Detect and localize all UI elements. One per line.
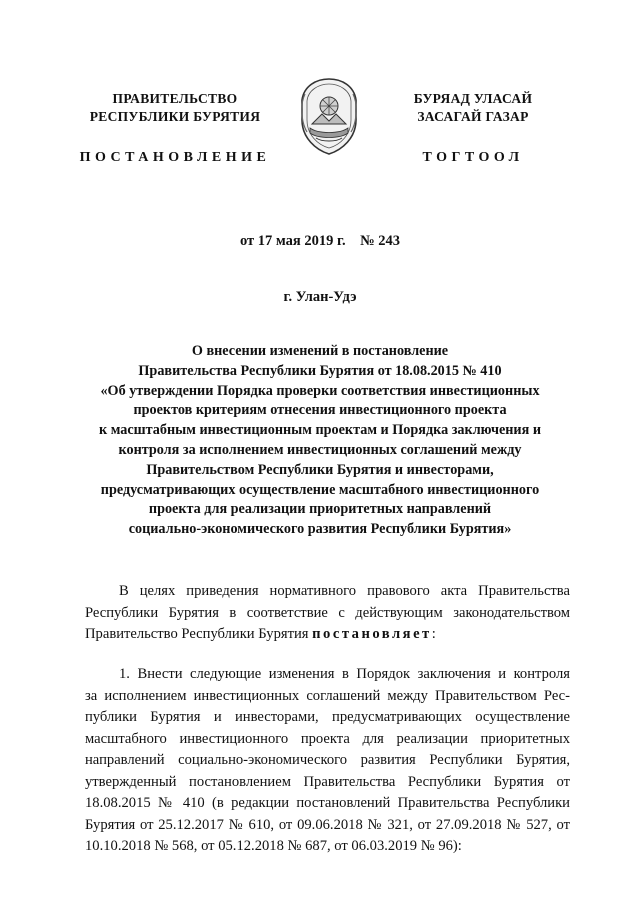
paragraph-line: утвержденный постановлением Правительства Республики Бурятия от bbox=[85, 773, 570, 790]
preamble-paragraph bbox=[85, 581, 570, 646]
paragraph-line: масштабного инвестиционного проекта для реализации приоритетных bbox=[85, 730, 570, 747]
paragraph-line: 1. Внести следующие изменения в Порядок заключения и контроля bbox=[119, 666, 570, 682]
gov-name-ru-line2: РЕСПУБЛИКИ БУРЯТИЯ bbox=[89, 109, 261, 124]
paragraph-line bbox=[85, 624, 570, 646]
header-left bbox=[75, 90, 275, 167]
paragraph-line: направлений социально-экономического развития Республики Бурятия, bbox=[85, 752, 570, 768]
colon: : bbox=[431, 626, 436, 642]
gov-name-bur-line1: БУРЯАД УЛАСАЙ bbox=[413, 91, 533, 106]
title-line: проектов критериям отнесения инвестиционного проекта bbox=[133, 402, 507, 419]
paragraph-line: Республики Бурятия в соответствие с действующим законодательством bbox=[85, 604, 570, 621]
date-number-text: от 17 мая 2019 г. № 243 bbox=[239, 233, 401, 249]
gov-name-ru-line1: ПРАВИТЕЛЬСТВО bbox=[112, 91, 238, 106]
title-line: социально-экономического развития Республики Бурятия» bbox=[128, 521, 512, 538]
title-line: проекта для реализации приоритетных направлений bbox=[148, 501, 492, 518]
paragraph-line: Бурятия от 25.12.2017 № 610, от 09.06.2018 № 321, от 27.09.2018 № 527, от bbox=[85, 816, 570, 833]
city-text: г. Улан-Удэ bbox=[283, 289, 357, 305]
paragraph-line: 10.10.2018 № 568, от 05.12.2018 № 687, от 06.03.2019 № 96): bbox=[85, 838, 462, 854]
header-right bbox=[388, 90, 558, 167]
city bbox=[0, 289, 640, 306]
title-line: Правительства Республики Бурятия от 18.08.2015 № 410 bbox=[138, 362, 502, 379]
preamble-text: Правительство Республики Бурятия bbox=[85, 626, 313, 642]
doc-type-ru: ПОСТАНОВЛЕНИЕ bbox=[79, 150, 271, 165]
doc-type-bur: ТОГТООЛ bbox=[422, 150, 524, 165]
clause-1-paragraph bbox=[85, 664, 570, 858]
gov-name-bur-line2: ЗАСАГАЙ ГАЗАР bbox=[417, 109, 529, 124]
document-title bbox=[60, 342, 580, 540]
paragraph-line: за исполнением инвестиционных соглашений между Правительством Рес- bbox=[85, 687, 570, 704]
paragraph-line: 18.08.2015 № 410 (в редакции постановлений Правительства Республики bbox=[85, 795, 570, 811]
title-line: контроля за исполнением инвестиционных соглашений между bbox=[118, 441, 522, 458]
paragraph-line: публики Бурятия и инвесторами, предусматривающих осуществление bbox=[85, 709, 570, 725]
date-number bbox=[0, 233, 640, 250]
title-line: О внесении изменений в постановление bbox=[191, 343, 449, 359]
title-line: Правительством Республики Бурятия и инвесторами, bbox=[146, 461, 494, 478]
title-line: к масштабным инвестиционным проектам и Порядка заключения и bbox=[99, 422, 541, 439]
title-line: «Об утверждении Порядка проверки соответствия инвестиционных bbox=[100, 382, 540, 399]
coat-of-arms-icon bbox=[298, 76, 360, 156]
decree-word: постановляет bbox=[312, 626, 432, 642]
paragraph-line: В целях приведения нормативного правового акта Правительства bbox=[119, 583, 570, 599]
title-line: предусматривающих осуществление масштабного инвестиционного bbox=[100, 481, 540, 498]
